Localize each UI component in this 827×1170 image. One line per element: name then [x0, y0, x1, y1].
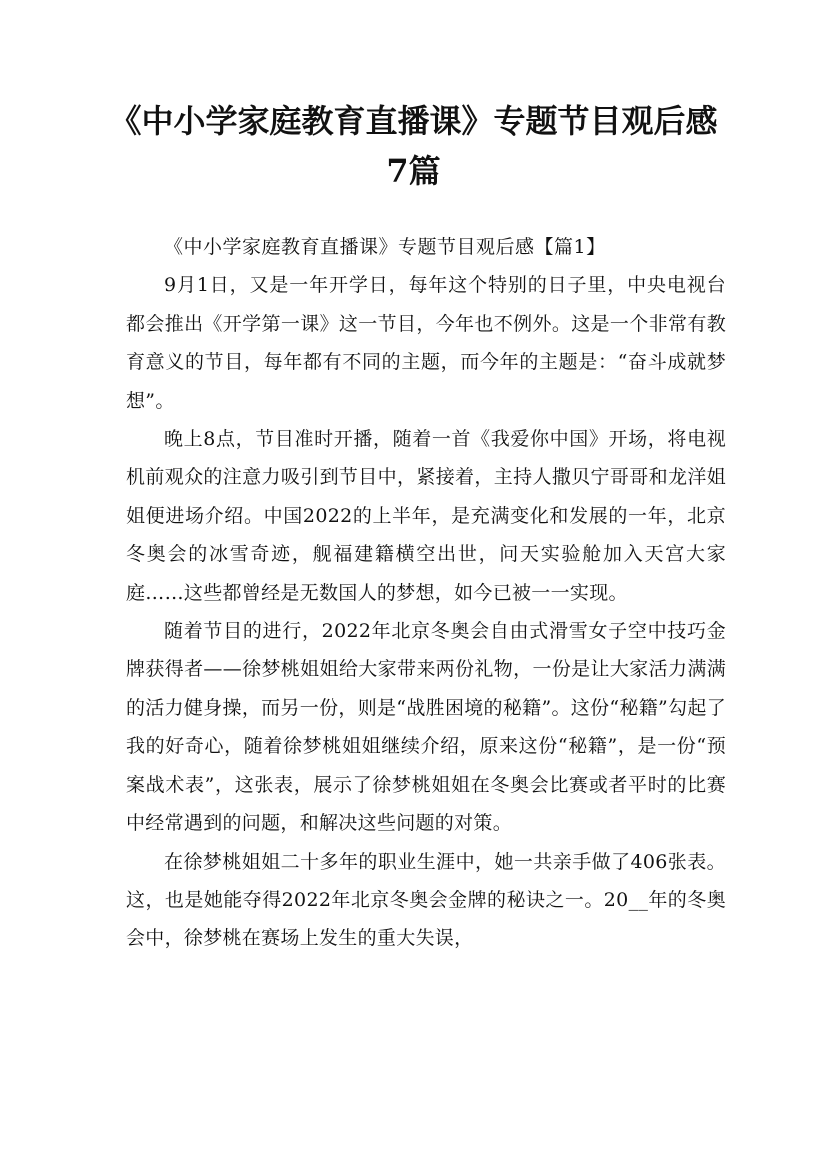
- section-heading: 《中小学家庭教育直播课》专题节目观后感【篇1】: [164, 236, 606, 258]
- document-title: [80, 96, 747, 196]
- paragraph-1: 9月1日，又是一年开学日，每年这个特别的日子里，中央电视台都会推出《开学第一课》这一节目，今年也不例外。这是一个非常有教育意义的节目，每年都有不同的主题，而今年的主题是：“奋斗成就梦想”。: [126, 274, 726, 412]
- paragraph-2: 晚上8点，节目准时开播，随着一首《我爱你中国》开场，将电视机前观众的注意力吸引到节目中，紧接着，主持人撒贝宁哥哥和龙洋姐姐便进场介绍。中国2022的上半年，是充满变化和发展的一年，北京冬奥会的冰雪奇迹，舰福建籍横空出世，问天实验舱加入天宫大家庭……这些都曾经是无数国人的梦想，如今已被一一实现。: [126, 428, 726, 604]
- paragraph-3: 随着节目的进行，2022年北京冬奥会自由式滑雪女子空中技巧金牌获得者——徐梦桃姐姐给大家带来两份礼物，一份是让大家活力满满的活力健身操，而另一份，则是“战胜困境的秘籍”。这份“秘籍”勾起了我的好奇心，随着徐梦桃姐姐继续介绍，原来这份“秘籍”，是一份“预案战术表”，这张表，展示了徐梦桃姐姐在冬奥会比赛或者平时的比赛中经常遇到的问题，和解决这些问题的对策。: [126, 620, 726, 835]
- paragraph-4: 在徐梦桃姐姐二十多年的职业生涯中，她一共亲手做了406张表。这，也是她能夺得2022年北京冬奥会金牌的秘诀之一。20__年的冬奥会中，徐梦桃在赛场上发生的重大失误，: [126, 850, 726, 950]
- document-title-line-2: 7篇: [386, 152, 441, 190]
- document-body: [126, 228, 726, 958]
- document-title-line-1: 《中小学家庭教育直播课》专题节目观后感: [109, 102, 718, 140]
